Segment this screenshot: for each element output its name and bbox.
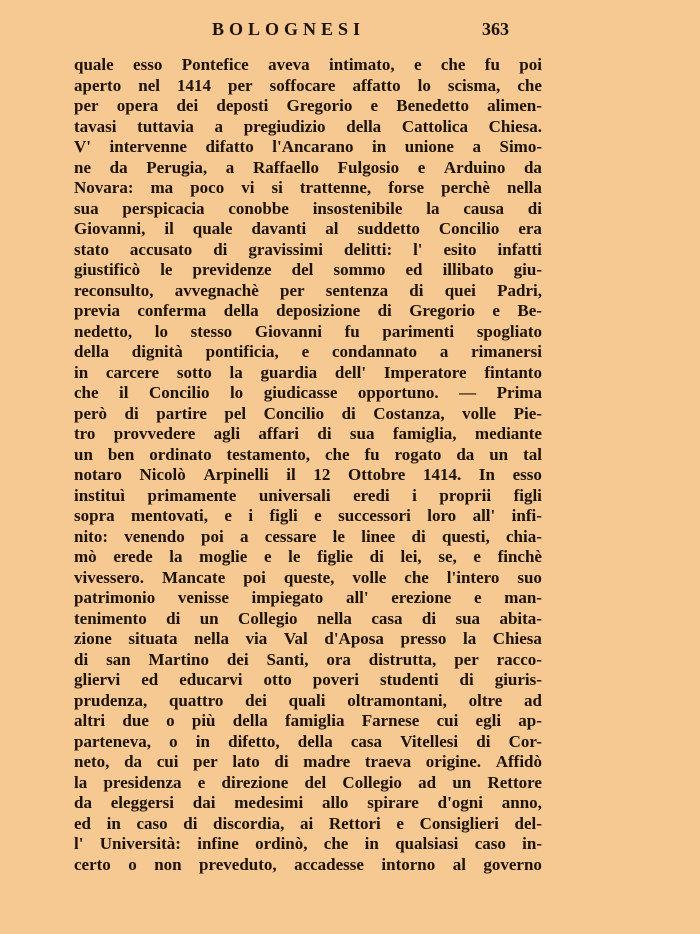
- text-line: un ben ordinato testamento, che fu rogato da un tal: [74, 444, 542, 464]
- text-line: di san Martino dei Santi, ora distrutta, per racco-: [74, 649, 542, 669]
- text-line: nedetto, lo stesso Giovanni fu parimenti spogliato: [74, 321, 542, 341]
- text-line: in carcere sotto la guardia dell' Imperatore fintanto: [74, 362, 542, 382]
- text-line: gliervi ed educarvi otto poveri studenti di giuris-: [74, 670, 542, 689]
- text-line: sopra mentovati, e i figli e successori loro all' infi-: [74, 506, 542, 525]
- text-line: ne da Perugia, a Raffaello Fulgosio e Arduino da: [74, 157, 542, 177]
- text-line: Giovanni, il quale davanti al suddetto Concilio era: [74, 219, 542, 238]
- body-text: [74, 55, 542, 895]
- text-line: tenimento di un Collegio nella casa di sua abita-: [74, 608, 542, 628]
- text-line: l' Università: infine ordinò, che in qualsiasi caso in-: [74, 834, 542, 853]
- text-line: da eleggersi dai medesimi allo spirare d'ogni anno,: [74, 793, 542, 812]
- page-number: 363: [482, 19, 509, 39]
- text-line: mò erede la moglie e le figlie di lei, se, e finchè: [74, 547, 542, 566]
- text-line: la presidenza e direzione del Collegio ad un Rettore: [74, 772, 542, 792]
- text-line: stato accusato di gravissimi delitti: l' esito infatti: [74, 239, 542, 259]
- text-line: tro provvedere agli affari di sua famiglia, mediante: [74, 424, 542, 443]
- text-line: altri due o più della famiglia Farnese cui egli ap-: [74, 711, 542, 730]
- text-line: quale esso Pontefice aveva intimato, e che fu poi: [74, 55, 542, 74]
- text-line: aperto nel 1414 per soffocare affatto lo scisma, che: [74, 75, 542, 95]
- text-line: patrimonio venisse impiegato all' erezione e man-: [74, 588, 542, 607]
- text-line: zione situata nella via Val d'Aposa presso la Chiesa: [74, 629, 542, 648]
- text-line: V' intervenne difatto l'Ancarano in unione a Simo-: [74, 137, 542, 156]
- text-line: instituì primamente universali eredi i proprii figli: [74, 485, 542, 505]
- text-line: prudenza, quattro dei quali oltramontani, oltre ad: [74, 690, 542, 710]
- text-line: neto, da cui per lato di madre traeva origine. Affidò: [74, 752, 542, 771]
- text-line: notaro Nicolò Arpinelli il 12 Ottobre 1414. In esso: [74, 465, 542, 484]
- text-line: però di partire pel Concilio di Costanza, volle Pie-: [74, 403, 542, 423]
- text-line: nito: venendo poi a cessare le linee di questi, chia-: [74, 526, 542, 546]
- text-line: parteneva, o in difetto, della casa Vitellesi di Cor-: [74, 731, 542, 751]
- text-line: giustificò le previdenze del sommo ed illibato giu-: [74, 260, 542, 279]
- text-line: reconsulto, avvegnachè per sentenza di quei Padri,: [74, 280, 542, 300]
- text-line: vivessero. Mancate poi queste, volle che l'intero suo: [74, 567, 542, 587]
- text-line: certo o non preveduto, accadesse intorno al governo: [74, 854, 542, 874]
- running-title: BOLOGNESI: [212, 19, 366, 39]
- text-line: previa conferma della deposizione di Gregorio e Be-: [74, 301, 542, 320]
- text-line: della dignità pontificia, e condannato a rimanersi: [74, 342, 542, 361]
- text-line: tavasi tuttavia a pregiudizio della Cattolica Chiesa.: [74, 116, 542, 136]
- text-line: sua perspicacia conobbe insostenibile la causa di: [74, 198, 542, 218]
- text-line: per opera dei deposti Gregorio e Benedetto alimen-: [74, 96, 542, 115]
- page-header: [0, 16, 700, 46]
- text-line: che il Concilio lo giudicasse opportuno. — Prima: [74, 383, 542, 402]
- text-line: Novara: ma poco vi si trattenne, forse perchè nella: [74, 178, 542, 197]
- text-line: ed in caso di discordia, ai Rettori e Consiglieri del-: [74, 813, 542, 833]
